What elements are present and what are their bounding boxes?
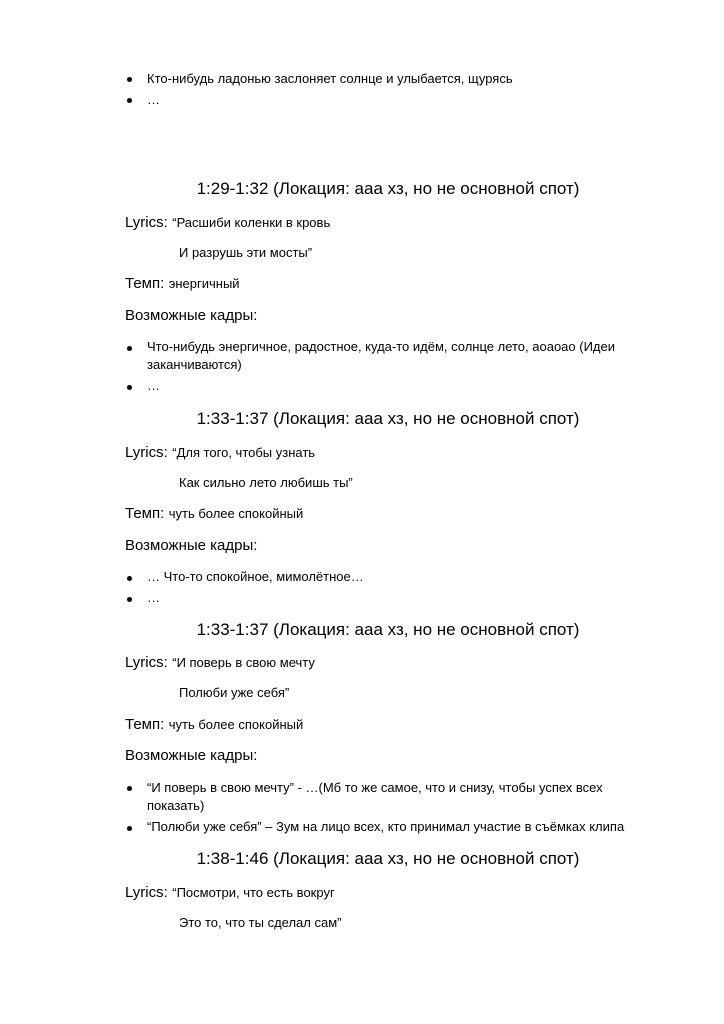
tempo-row-2 — [125, 504, 303, 524]
shot-bullet-2: … — [147, 590, 160, 605]
tempo-row-1 — [125, 274, 240, 294]
lyrics-label: Lyrics: — [125, 884, 168, 901]
shot-bullet-2: … — [147, 378, 160, 393]
intro-bullet-2: … — [147, 92, 160, 107]
bullet-marker — [127, 597, 132, 602]
lyrics-row-4 — [125, 883, 335, 903]
shots-label: Возможные кадры: — [125, 747, 258, 764]
lyrics-row-1 — [125, 213, 330, 233]
shot-bullet-1: Что-нибудь энергичное, радостное, куда-то идём, солнце лето, аоаоао (Идеи заканчиваются) — [147, 339, 615, 372]
lyrics-line-2: И разрушь эти мосты” — [179, 245, 313, 260]
tempo-value: энергичный — [168, 276, 240, 291]
lyrics-line-1: “И поверь в свою мечту — [172, 655, 315, 670]
lyrics-line-1: “Посмотри, что есть вокруг — [172, 885, 335, 900]
section-heading-2: 1:33-1:37 (Локация: ааа хз, но не основной спот) — [196, 409, 580, 428]
lyrics-label: Lyrics: — [125, 444, 168, 461]
bullet-marker — [127, 98, 132, 103]
intro-bullet-1: Кто-нибудь ладонью заслоняет солнце и улыбается, щурясь — [147, 71, 513, 86]
lyrics-line-2: Как сильно лето любишь ты” — [179, 475, 353, 490]
section-heading-1: 1:29-1:32 (Локация: ааа хз, но не основной спот) — [196, 179, 580, 198]
shots-label: Возможные кадры: — [125, 307, 258, 324]
lyrics-row-2 — [125, 443, 315, 463]
tempo-row-3 — [125, 715, 303, 735]
lyrics-line-1: “Расшиби коленки в кровь — [172, 215, 331, 230]
tempo-value: чуть более спокойный — [168, 506, 304, 521]
lyrics-label: Lyrics: — [125, 654, 168, 671]
tempo-value: чуть более спокойный — [168, 717, 304, 732]
section-heading-3: 1:33-1:37 (Локация: ааа хз, но не основной спот) — [196, 620, 580, 639]
section-heading-4: 1:38-1:46 (Локация: ааа хз, но не основной спот) — [196, 849, 580, 868]
bullet-marker — [127, 346, 132, 351]
lyrics-label: Lyrics: — [125, 214, 168, 231]
tempo-label: Темп: — [125, 505, 165, 522]
bullet-marker — [127, 576, 132, 581]
tempo-label: Темп: — [125, 716, 165, 733]
bullet-marker — [127, 385, 132, 390]
bullet-marker — [127, 786, 132, 791]
lyrics-line-1: “Для того, чтобы узнать — [172, 445, 316, 460]
shots-label: Возможные кадры: — [125, 537, 258, 554]
bullet-marker — [127, 77, 132, 82]
shot-bullet-1: … Что-то спокойное, мимолётное… — [147, 569, 364, 584]
lyrics-row-3 — [125, 653, 315, 673]
tempo-label: Темп: — [125, 275, 165, 292]
lyrics-line-2: Полюби уже себя” — [179, 685, 290, 700]
lyrics-line-2: Это то, что ты сделал сам” — [179, 915, 342, 930]
shot-bullet-1: “И поверь в свою мечту” - …(Мб то же самое, что и снизу, чтобы успех всех показать) — [147, 780, 603, 813]
bullet-marker — [127, 826, 132, 831]
shot-bullet-2: “Полюби уже себя” – Зум на лицо всех, кто принимал участие в съёмках клипа — [147, 819, 625, 834]
